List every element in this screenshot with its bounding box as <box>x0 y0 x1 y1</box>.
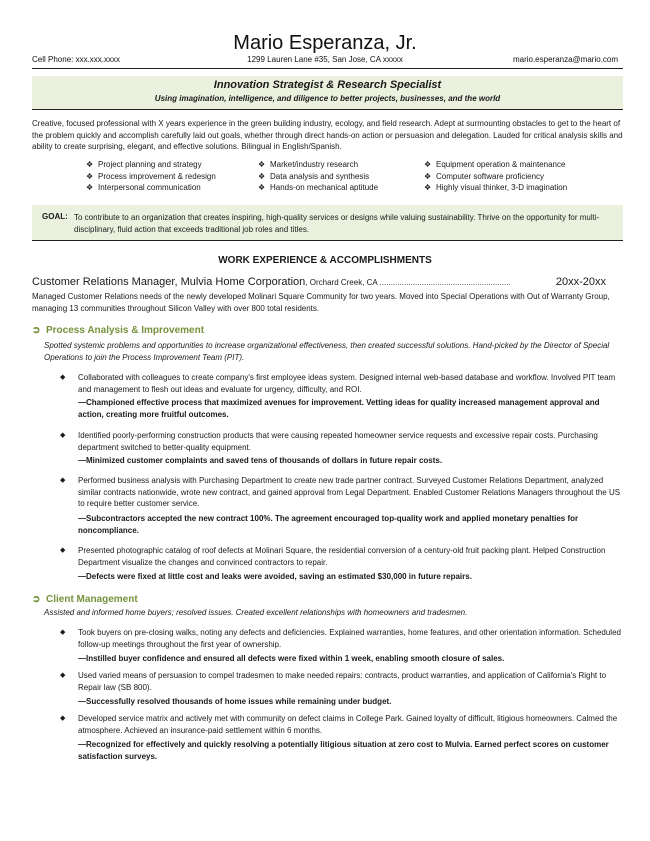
diamond-bullet-icon: ❖ <box>424 183 432 192</box>
item-result: —Subcontractors accepted the new contract 100%. The agreement encouraged top-quality work and applied monetary penalties for noncompliance. <box>78 514 579 535</box>
bullet-icon: ◆ <box>60 477 66 484</box>
client-intro: Assisted and informed home buyers; resolved issues. Created excellent relationships with homeowners and tradesmen. <box>44 608 468 617</box>
item-text: Took buyers on pre-closing walks, noting any defects and deficiencies. Explained warranties, home features, and other orientation information. Scheduled follow-up meetings throughout the first year of ownership. <box>78 628 621 649</box>
diamond-bullet-icon: ❖ <box>424 171 432 181</box>
goal-text: To contribute to an organization that creates inspiring, high-quality services or designs while valuing sustainability. Thrive on the opportunity for multi-disciplinary, fluid action that exceeds traditional job roles and titles. <box>74 213 600 234</box>
diamond-bullet-icon: ❖ <box>86 160 94 169</box>
professional-tagline: Using imagination, intelligence, and diligence to better projects, businesses, and the world <box>154 94 501 103</box>
header-divider <box>32 68 623 69</box>
diamond-bullet-icon: ❖ <box>86 183 94 192</box>
bullet-icon: ◆ <box>60 374 66 381</box>
item-result: —Minimized customer complaints and saved tens of thousands of dollars in future repair costs. <box>78 456 443 465</box>
job-title-line <box>32 276 607 288</box>
item-result: —Championed effective process that maximized avenues for improvement. Vetting ideas for quality increased management approval and action, creating more fruitful outcomes. <box>78 398 600 419</box>
client-heading: ➲ Client Management <box>32 594 138 605</box>
item-text: Performed business analysis with Purchasing Department to create new trade partner contract. Surveyed Customer Relations Department, analyzed similar contracts nationwide, wrote new contract, and gained approval from Legal Department. Enabled Customer Relations Managers throughout the US to require better customer service. <box>78 476 621 508</box>
skill-item: ❖ Interpersonal communication <box>86 183 201 192</box>
item-text: Identified poorly-performing construction products that were causing repeated homeowner service requests and excessive repair costs. Purchasing department switched to better-quality equipment. <box>78 431 598 452</box>
skill-item: ❖ Market/industry research <box>258 160 359 169</box>
skill-item: ❖ Highly visual thinker, 3-D imagination <box>424 183 568 192</box>
arrow-icon: ➲ <box>32 594 41 605</box>
bullet-icon: ◆ <box>60 715 66 722</box>
bullet-icon: ◆ <box>60 672 66 679</box>
skills-column-1 <box>86 159 216 194</box>
diamond-bullet-icon: ❖ <box>86 171 94 181</box>
skills-column-3 <box>424 159 567 194</box>
skills-column-2 <box>258 159 378 194</box>
skill-item: ❖ Data analysis and synthesis <box>258 171 370 181</box>
process-heading: ➲ Process Analysis & Improvement <box>32 325 205 336</box>
mailing-address: 1299 Lauren Lane #35, San Jose, CA xxxxx <box>247 55 403 64</box>
job-location: , Orchard Creek, CA <box>305 278 378 287</box>
diamond-bullet-icon: ❖ <box>258 160 266 169</box>
item-result: —Defects were fixed at little cost and leaks were avoided, saving an estimated $30,000 in future repairs. <box>78 572 472 581</box>
profile-summary: Creative, focused professional with X years experience in the green building industry, ecology, and field research. Adept at surmounting obstacles to get to the heart of the problem quickly and accomplish carefully laid out goals, whether through direct hands-on action or persuasion and delegation. Lauded for critical analysis skills and ability to create surprising, elegant, and effective solutions. Bilingual in English/Spanish. <box>32 119 623 151</box>
bullet-icon: ◆ <box>60 432 66 439</box>
goal-label: GOAL: <box>42 212 68 221</box>
skill-item: ❖ Hands-on mechanical aptitude <box>258 183 379 192</box>
diamond-bullet-icon: ❖ <box>258 183 266 192</box>
candidate-name: Mario Esperanza, Jr. <box>233 32 417 54</box>
item-text: Presented photographic catalog of roof defects at Molinari Square, the residential conversion of a century-old fruit packing plant. Helped Construction Department visualize the changes and convinced contractors to repair. <box>78 546 606 567</box>
phone-number: Cell Phone: xxx.xxx.xxxx <box>32 55 121 64</box>
job-dates: 20xx-20xx <box>555 276 606 288</box>
skill-item: ❖ Equipment operation & maintenance <box>424 160 566 169</box>
experience-heading: WORK EXPERIENCE & ACCOMPLISHMENTS <box>218 255 432 266</box>
email-address: mario.esperanza@mario.com <box>512 55 618 64</box>
job-title: Customer Relations Manager, Mulvia Home Corporation <box>32 276 306 288</box>
title-band <box>32 76 623 110</box>
bullet-icon: ◆ <box>60 629 66 636</box>
job-description: Managed Customer Relations needs of the newly developed Molinari Square Community for two years. Moved into Special Operations with Out of Warranty Group, managing 13 communities throughout Silicon Valley with over 800 total residents. <box>32 292 610 313</box>
item-text: Collaborated with colleagues to create company's first employee ideas system. Designed internal web-based database and workflow. Involved PIT team and management to flesh out ideas and evaluate for urgency, difficulty, and ROI. <box>78 373 616 394</box>
arrow-icon: ➲ <box>32 325 41 336</box>
item-result: —Successfully resolved thousands of home issues while remaining under budget. <box>78 697 392 706</box>
item-result: —Instilled buyer confidence and ensured all defects were fixed within 1 week, enabling smooth closure of sales. <box>78 654 505 663</box>
dot-leader: ........................................................... <box>377 278 511 287</box>
skill-item: ❖ Computer software proficiency <box>424 171 545 181</box>
item-text: Developed service matrix and actively met with community on defect claims in College Park. Gained loyalty of difficult, litigious homeowners. Calmed the atmosphere. Achieved an insurance-paid settlement within 6 months. <box>78 714 618 735</box>
bullet-icon: ◆ <box>60 547 66 554</box>
item-result: —Recognized for effectively and quickly resolving a potentially litigious situation at zero cost to Mulvia. Earned perfect scores on customer satisfaction surveys. <box>78 740 609 761</box>
diamond-bullet-icon: ❖ <box>424 160 432 169</box>
goal-band <box>32 205 623 241</box>
diamond-bullet-icon: ❖ <box>258 171 266 181</box>
skill-item: ❖ Process improvement & redesign <box>86 171 216 181</box>
professional-title: Innovation Strategist & Research Specialist <box>213 79 442 91</box>
skill-item: ❖ Project planning and strategy <box>86 160 202 169</box>
item-text: Used varied means of persuasion to compel tradesmen to make needed repairs: contracts, product warranties, and application of California's Right to Repair law (SB 800). <box>78 671 607 692</box>
process-intro: Spotted systemic problems and opportunities to increase organizational effectiveness, then created successful solutions. Hand-picked by the Director of Special Operations to join the Process Improvement Team (PIT). <box>44 341 610 362</box>
